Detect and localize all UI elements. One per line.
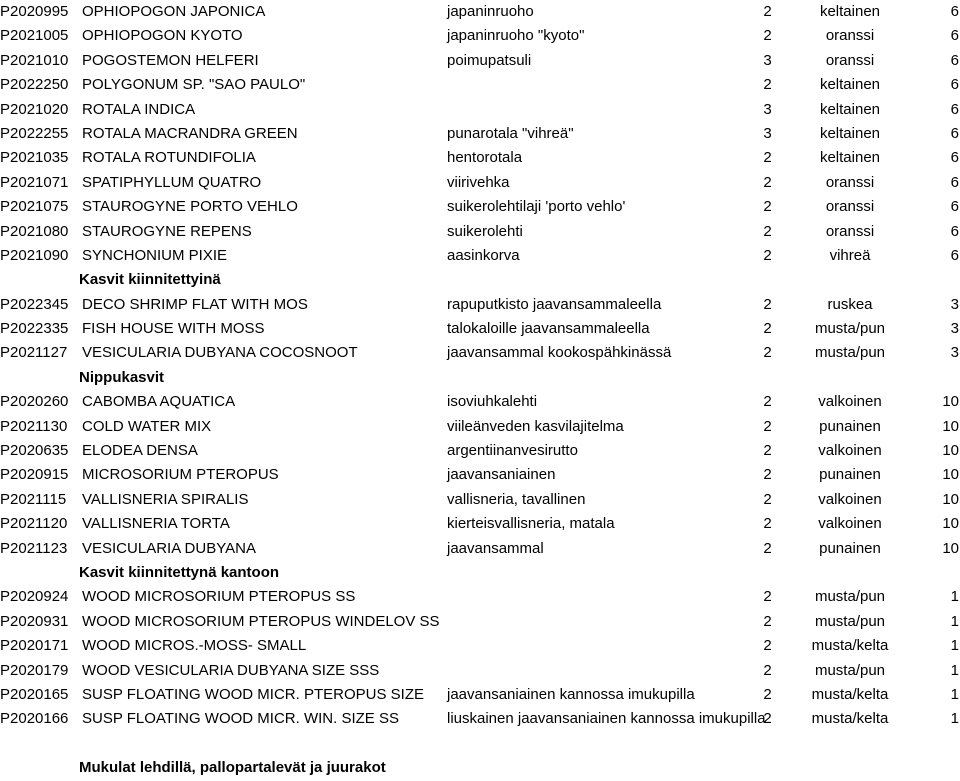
table-row — [0, 98, 960, 122]
finnish-name: jaavansammal — [447, 539, 544, 557]
product-name: VALLISNERIA SPIRALIS — [82, 490, 249, 508]
table-row — [0, 659, 960, 683]
pack-size: 6 — [950, 173, 959, 191]
product-code: P2021020 — [0, 100, 69, 118]
table-row — [0, 73, 960, 97]
product-code: P2020915 — [0, 466, 69, 484]
product-code: P2020260 — [0, 393, 69, 411]
label-color: valkoinen — [818, 393, 882, 411]
product-section — [0, 366, 960, 561]
product-code: P2021130 — [0, 417, 68, 435]
footer-section-heading: Mukulat lehdillä, pallopartalevät ja juurakot — [79, 759, 386, 777]
finnish-name: talokaloille jaavansammaleella — [447, 320, 650, 338]
product-code: P2021127 — [0, 344, 68, 362]
product-code: P2021120 — [0, 515, 68, 533]
finnish-name: jaavansaniainen kannossa imukupilla — [447, 685, 695, 703]
product-code: P2021115 — [0, 490, 67, 508]
label-color: punainen — [819, 417, 881, 435]
product-code: P2022250 — [0, 76, 69, 94]
pack-size: 10 — [942, 393, 959, 411]
table-row — [0, 293, 960, 317]
table-row — [0, 341, 960, 365]
finnish-name: suikerolehtilaji 'porto vehlo' — [447, 198, 626, 216]
quantity: 2 — [763, 637, 772, 655]
table-row — [0, 146, 960, 170]
product-code: P2020924 — [0, 588, 69, 606]
product-code: P2021010 — [0, 51, 69, 69]
quantity: 2 — [763, 3, 772, 20]
pack-size: 6 — [950, 198, 959, 216]
label-color: punainen — [819, 466, 881, 484]
product-code: P2020166 — [0, 710, 69, 728]
quantity: 2 — [763, 490, 772, 508]
product-code: P2020931 — [0, 612, 69, 630]
finnish-name: kierteisvallisneria, matala — [447, 515, 615, 533]
label-color: musta/pun — [814, 661, 886, 679]
finnish-name: suikerolehti — [447, 222, 523, 240]
quantity: 2 — [763, 320, 772, 338]
table-row — [0, 439, 960, 463]
quantity: 2 — [763, 466, 772, 484]
finnish-name: japaninruoho — [447, 3, 534, 20]
label-color: keltainen — [819, 100, 881, 118]
spacer — [0, 732, 960, 756]
product-name: VESICULARIA DUBYANA — [82, 539, 256, 557]
table-row — [0, 195, 960, 219]
label-color: musta/pun — [814, 612, 886, 630]
pack-size: 1 — [950, 661, 959, 679]
product-name: ROTALA MACRANDRA GREEN — [82, 124, 298, 142]
pack-size: 10 — [942, 442, 959, 460]
product-name: STAUROGYNE PORTO VEHLO — [82, 198, 298, 216]
product-name: WOOD MICROS.-MOSS- SMALL — [82, 637, 307, 655]
finnish-name: aasinkorva — [447, 246, 520, 264]
quantity: 2 — [763, 198, 772, 216]
product-name: OPHIOPOGON JAPONICA — [82, 3, 266, 20]
label-color: musta/pun — [814, 588, 886, 606]
section-heading: Kasvit kiinnitettynä kantoon — [79, 563, 280, 581]
quantity: 2 — [763, 539, 772, 557]
pack-size: 1 — [950, 685, 959, 703]
product-code: P2022345 — [0, 295, 69, 313]
product-name: STAUROGYNE REPENS — [82, 222, 252, 240]
product-code: P2021005 — [0, 27, 69, 45]
product-code: P2021090 — [0, 246, 69, 264]
label-color: musta/pun — [814, 320, 886, 338]
label-color: keltainen — [819, 124, 881, 142]
pack-size: 3 — [950, 344, 959, 362]
finnish-name: rapuputkisto jaavansammaleella — [447, 295, 662, 313]
label-color: oranssi — [825, 198, 875, 216]
label-color: punainen — [819, 539, 881, 557]
pack-size: 6 — [950, 246, 959, 264]
product-section — [0, 561, 960, 732]
table-row — [0, 634, 960, 658]
product-name: WOOD VESICULARIA DUBYANA SIZE SSS — [82, 661, 380, 679]
product-name: CABOMBA AQUATICA — [82, 393, 236, 411]
label-color: vihreä — [829, 246, 871, 264]
finnish-name: punarotala "vihreä" — [447, 124, 574, 142]
pack-size: 6 — [950, 51, 959, 69]
pack-size: 1 — [950, 637, 959, 655]
product-code: P2021071 — [0, 173, 69, 191]
section-heading: Kasvit kiinnitettyinä — [79, 271, 221, 289]
quantity: 2 — [763, 222, 772, 240]
pack-size: 6 — [950, 124, 959, 142]
product-name: DECO SHRIMP FLAT WITH MOS — [82, 295, 308, 313]
quantity: 2 — [763, 246, 772, 264]
label-color: keltainen — [819, 149, 881, 167]
product-section — [0, 268, 960, 366]
table-row — [0, 610, 960, 634]
product-name: VALLISNERIA TORTA — [82, 515, 230, 533]
label-color: oranssi — [825, 173, 875, 191]
label-color: keltainen — [819, 76, 881, 94]
product-name: ROTALA INDICA — [82, 100, 196, 118]
table-row — [0, 512, 960, 536]
pack-size: 6 — [950, 27, 959, 45]
quantity: 2 — [763, 27, 772, 45]
table-row — [0, 244, 960, 268]
quantity: 2 — [763, 685, 772, 703]
quantity: 2 — [763, 661, 772, 679]
product-code: P2021080 — [0, 222, 69, 240]
table-row — [0, 683, 960, 707]
label-color: musta/pun — [814, 344, 886, 362]
product-name: ROTALA ROTUNDIFOLIA — [82, 149, 256, 167]
table-row — [0, 0, 960, 24]
table-row — [0, 49, 960, 73]
product-name: SUSP FLOATING WOOD MICR. PTEROPUS SIZE — [82, 685, 424, 703]
label-color: oranssi — [825, 51, 875, 69]
table-row — [0, 317, 960, 341]
product-name: ELODEA DENSA — [82, 442, 198, 460]
finnish-name: liuskainen jaavansaniainen kannossa imukupilla — [447, 710, 766, 728]
label-color: valkoinen — [818, 490, 882, 508]
product-code: P2022335 — [0, 320, 69, 338]
product-name: POGOSTEMON HELFERI — [82, 51, 259, 69]
section-heading: Nippukasvit — [79, 368, 165, 386]
label-color: oranssi — [825, 27, 875, 45]
product-name: OPHIOPOGON KYOTO — [82, 27, 243, 45]
label-color: valkoinen — [818, 515, 882, 533]
table-row — [0, 415, 960, 439]
product-code: P2020179 — [0, 661, 69, 679]
pack-size: 6 — [950, 3, 959, 20]
quantity: 2 — [763, 76, 772, 94]
table-row — [0, 220, 960, 244]
quantity: 2 — [763, 417, 772, 435]
label-color: ruskea — [827, 295, 873, 313]
finnish-name: poimupatsuli — [447, 51, 532, 69]
pack-size: 6 — [950, 100, 959, 118]
product-code: P2022255 — [0, 124, 69, 142]
table-row — [0, 488, 960, 512]
label-color: keltainen — [819, 3, 881, 20]
quantity: 2 — [763, 710, 772, 728]
quantity: 2 — [763, 588, 772, 606]
product-code: P2021123 — [0, 539, 68, 557]
quantity: 3 — [763, 100, 772, 118]
quantity: 2 — [763, 173, 772, 191]
quantity: 3 — [763, 51, 772, 69]
product-name: MICROSORIUM PTEROPUS — [82, 466, 279, 484]
finnish-name: isoviuhkalehti — [447, 393, 538, 411]
finnish-name: japaninruoho "kyoto" — [447, 27, 585, 45]
table-row — [0, 122, 960, 146]
pack-size: 1 — [950, 710, 959, 728]
product-name: SPATIPHYLLUM QUATRO — [82, 173, 262, 191]
pack-size: 10 — [942, 515, 959, 533]
product-name: COLD WATER MIX — [82, 417, 212, 435]
label-color: musta/kelta — [811, 637, 889, 655]
pack-size: 10 — [942, 539, 959, 557]
label-color: oranssi — [825, 222, 875, 240]
pack-size: 10 — [942, 490, 959, 508]
quantity: 2 — [763, 344, 772, 362]
product-name: SYNCHONIUM PIXIE — [82, 246, 228, 264]
table-row — [0, 585, 960, 609]
pack-size: 3 — [950, 320, 959, 338]
pack-size: 10 — [942, 466, 959, 484]
pack-size: 6 — [950, 222, 959, 240]
product-code: P2021035 — [0, 149, 69, 167]
finnish-name: argentiinanvesirutto — [447, 442, 578, 460]
product-name: FISH HOUSE WITH MOSS — [82, 320, 265, 338]
pack-size: 1 — [950, 588, 959, 606]
quantity: 2 — [763, 393, 772, 411]
pack-size: 6 — [950, 76, 959, 94]
label-color: valkoinen — [818, 442, 882, 460]
quantity: 2 — [763, 295, 772, 313]
finnish-name: viirivehka — [447, 173, 510, 191]
pack-size: 3 — [950, 295, 959, 313]
product-name: WOOD MICROSORIUM PTEROPUS WINDELOV SS — [82, 612, 440, 630]
table-row — [0, 463, 960, 487]
finnish-name: viileänveden kasvilajitelma — [447, 417, 624, 435]
product-code: P2020995 — [0, 3, 69, 20]
finnish-name: hentorotala — [447, 149, 523, 167]
label-color: musta/kelta — [811, 685, 889, 703]
quantity: 2 — [763, 612, 772, 630]
pack-size: 10 — [942, 417, 959, 435]
table-row — [0, 537, 960, 561]
quantity: 2 — [763, 149, 772, 167]
quantity: 2 — [763, 442, 772, 460]
pack-size: 6 — [950, 149, 959, 167]
finnish-name: jaavansammal kookospähkinässä — [447, 344, 672, 362]
product-name: WOOD MICROSORIUM PTEROPUS SS — [82, 588, 356, 606]
product-name: SUSP FLOATING WOOD MICR. WIN. SIZE SS — [82, 710, 399, 728]
quantity: 2 — [763, 515, 772, 533]
table-row — [0, 390, 960, 414]
finnish-name: jaavansaniainen — [447, 466, 556, 484]
product-name: POLYGONUM SP. "SAO PAULO" — [82, 76, 306, 94]
table-row — [0, 171, 960, 195]
product-code: P2020171 — [0, 637, 69, 655]
product-name: VESICULARIA DUBYANA COCOSNOOT — [82, 344, 358, 362]
table-row — [0, 24, 960, 48]
product-code: P2020165 — [0, 685, 69, 703]
product-code: P2020635 — [0, 442, 69, 460]
label-color: musta/kelta — [811, 710, 889, 728]
pack-size: 1 — [950, 612, 959, 630]
quantity: 3 — [763, 124, 772, 142]
product-section — [0, 0, 960, 268]
table-row — [0, 707, 960, 731]
finnish-name: vallisneria, tavallinen — [447, 490, 586, 508]
product-code: P2021075 — [0, 198, 69, 216]
